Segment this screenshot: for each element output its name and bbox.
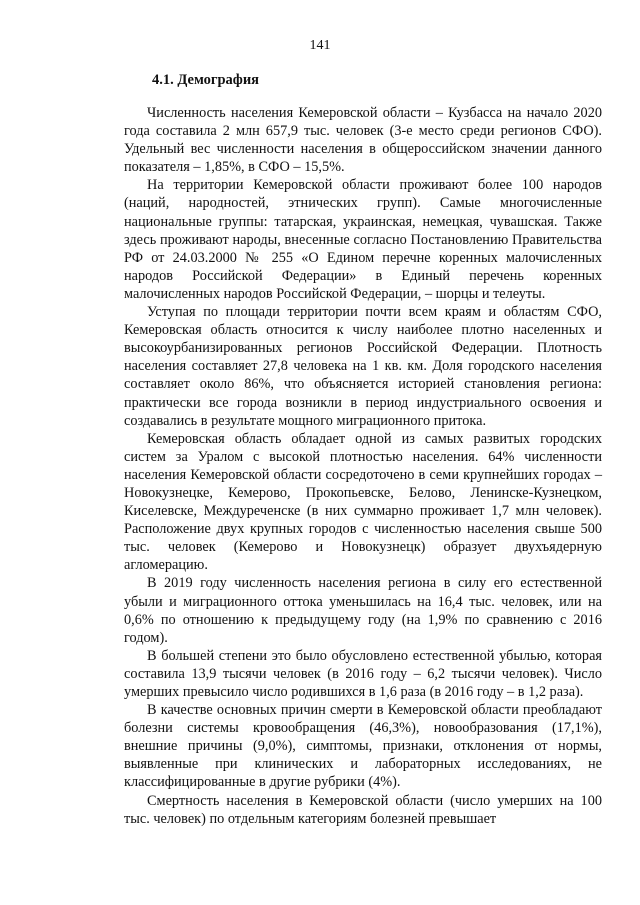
paragraph: Уступая по площади территории почти всем краям и областям СФО, Кемеровская область относится к числу наиболее плотно населенных и высокоурбанизированных регионов Российской Федерации. Плотность населения составляет 27,8 человека на 1 кв. км. Доля городского населения составляет около 86%, что объясняется историей становления региона: практически все города возникли в период индустриального освоения и создавались в результате мощного миграционного притока. xyxy=(124,304,602,429)
paragraph: В 2019 году численность населения региона в силу его естественной убыли и миграционного оттока уменьшилась на 16,4 тыс. человек, или на 0,6% по отношению к предыдущему году (на 1,9% по сравнению с 2016 годом). xyxy=(124,575,602,646)
paragraph: На территории Кемеровской области проживают более 100 народов (наций, народностей, этнических групп). Самые многочисленные национальные группы: татарская, украинская, немецкая, чувашская. Также здесь проживают народы, внесенные согласно Постановлению Правительства РФ от 24.03.2000 № 255 «О Едином перечне коренных малочисленных народов Российской Федерации» в Единый перечень коренных малочисленных народов Российской Федерации, – шорцы и телеуты. xyxy=(124,177,602,302)
paragraph: В большей степени это было обусловлено естественной убылью, которая составила 13,9 тысячи человек (в 2016 году – 6,2 тысячи человек). Число умерших превысило число родившихся в 1,6 раза (в 2016 году – в 1,2 раза). xyxy=(124,647,602,700)
paragraph: В качестве основных причин смерти в Кемеровской области преобладают болезни системы кровообращения (46,3%), новообразования (17,1%), внешние причины (9,0%), симптомы, признаки, отклонения от нормы, выявленные при клинических и лабораторных исследованиях, не классифицированные в другие рубрики (4%). xyxy=(124,702,602,791)
paragraph: Кемеровская область обладает одной из самых развитых городских систем за Уралом с высокой плотностью населения. 64% численности населения Кемеровской области сосредоточено в семи крупнейших городах – Новокузнецке, Кемерово, Прокопьевске, Белово, Ленинске-Кузнецком, Киселевске, Междуреченске (в них суммарно проживает 1,7 млн человек). Расположение двух крупных городов с численностью населения свыше 500 тыс. человек (Кемерово и Новокузнецк) образует двухъядерную агломерацию. xyxy=(124,430,602,574)
section-heading: 4.1. Демография xyxy=(152,72,260,88)
page-number: 141 xyxy=(309,38,331,53)
paragraph: Численность населения Кемеровской области – Кузбасса на начало 2020 года составила 2 млн 657,9 тыс. человек (3-е место среди регионов СФО). Удельный вес численности населения в общероссийском значении данного показателя – 1,85%, в СФО – 15,5%. xyxy=(124,105,602,176)
paragraph: Смертность населения в Кемеровской области (число умерших на 100 тыс. человек) по отдельным категориям болезней превышает xyxy=(124,792,602,827)
body-text xyxy=(124,104,602,828)
